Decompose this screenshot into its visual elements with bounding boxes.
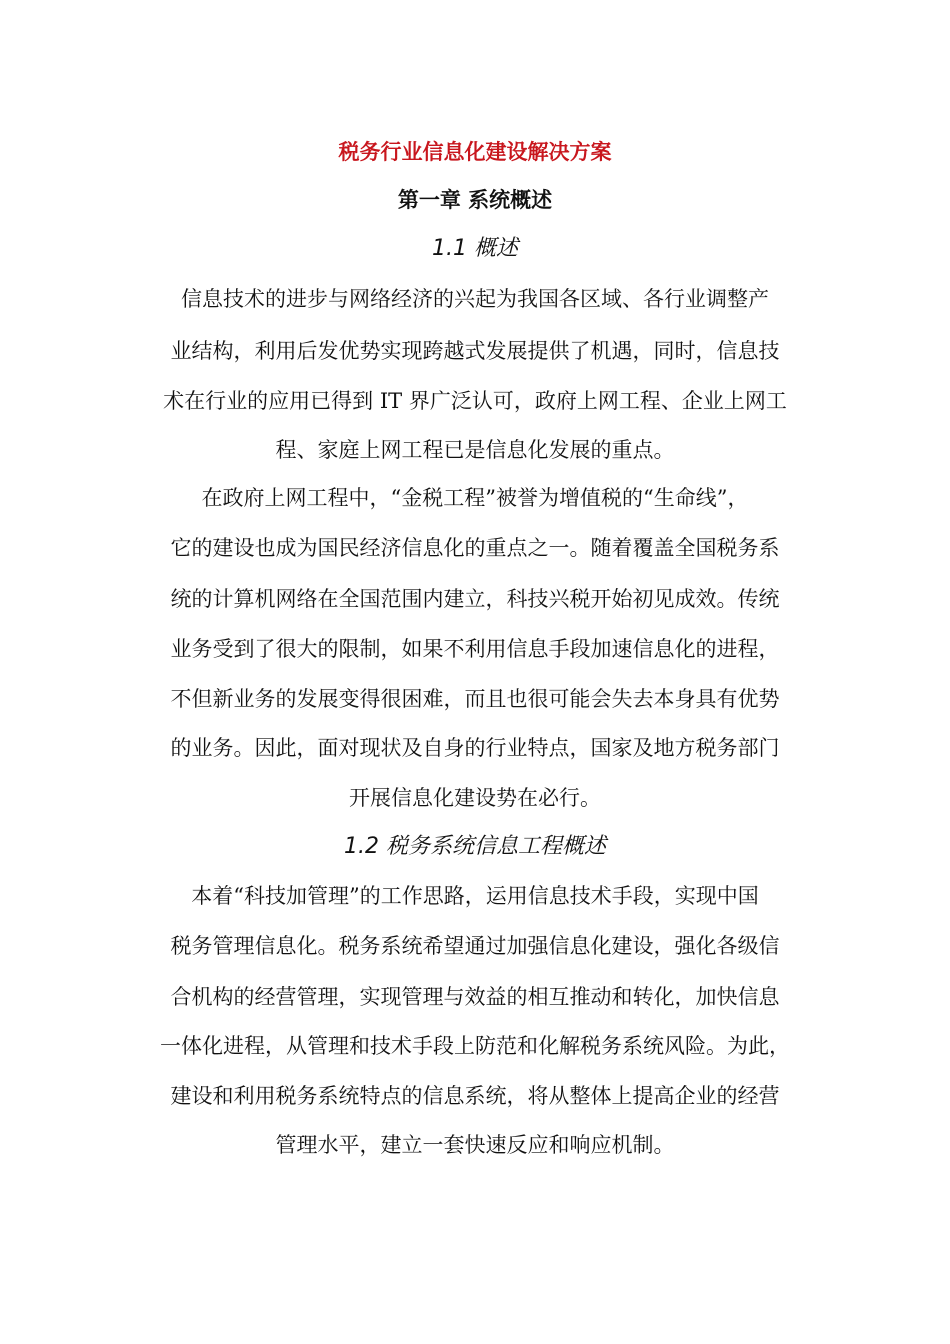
- section-heading-1-1: 1.1 概述: [432, 236, 518, 261]
- paragraph-line: 术在行业的应用已得到 IT 界广泛认可，政府上网工程、企业上网工: [163, 389, 787, 413]
- paragraph-line: 合机构的经营管理，实现管理与效益的相互推动和转化，加快信息: [170, 985, 780, 1009]
- paragraph-line: 在政府上网工程中，“金税工程”被誉为增值税的“生命线”，: [201, 486, 749, 510]
- paragraph-line: 的业务。因此，面对现状及自身的行业特点，国家及地方税务部门: [170, 736, 780, 760]
- paragraph-line: 业结构，利用后发优势实现跨越式发展提供了机遇，同时，信息技: [170, 339, 780, 363]
- paragraph-line: 开展信息化建设势在必行。: [349, 786, 601, 810]
- paragraph-line: 建设和利用税务系统特点的信息系统，将从整体上提高企业的经营: [170, 1084, 780, 1108]
- paragraph-line: 一体化进程，从管理和技术手段上防范和化解税务系统风险。为此，: [160, 1034, 790, 1058]
- paragraph-line: 不但新业务的发展变得很困难，而且也很可能会失去本身具有优势: [170, 687, 780, 711]
- document-title: 税务行业信息化建设解决方案: [338, 140, 612, 164]
- paragraph-line: 本着“科技加管理”的工作思路，运用信息技术手段，实现中国: [191, 884, 759, 908]
- section-heading-1-2: 1.2 税务系统信息工程概述: [344, 834, 606, 859]
- chapter-title: 第一章 系统概述: [397, 188, 553, 212]
- paragraph-line: 业务受到了很大的限制，如果不利用信息手段加速信息化的进程，: [170, 637, 780, 661]
- paragraph-line: 管理水平，建立一套快速反应和响应机制。: [275, 1133, 675, 1157]
- paragraph-line: 信息技术的进步与网络经济的兴起为我国各区域、各行业调整产: [181, 287, 769, 311]
- paragraph-line: 它的建设也成为国民经济信息化的重点之一。随着覆盖全国税务系: [170, 536, 780, 560]
- paragraph-line: 程、家庭上网工程已是信息化发展的重点。: [275, 438, 675, 462]
- paragraph-line: 统的计算机网络在全国范围内建立，科技兴税开始初见成效。传统: [170, 587, 780, 611]
- paragraph-line: 税务管理信息化。税务系统希望通过加强信息化建设，强化各级信: [170, 934, 780, 958]
